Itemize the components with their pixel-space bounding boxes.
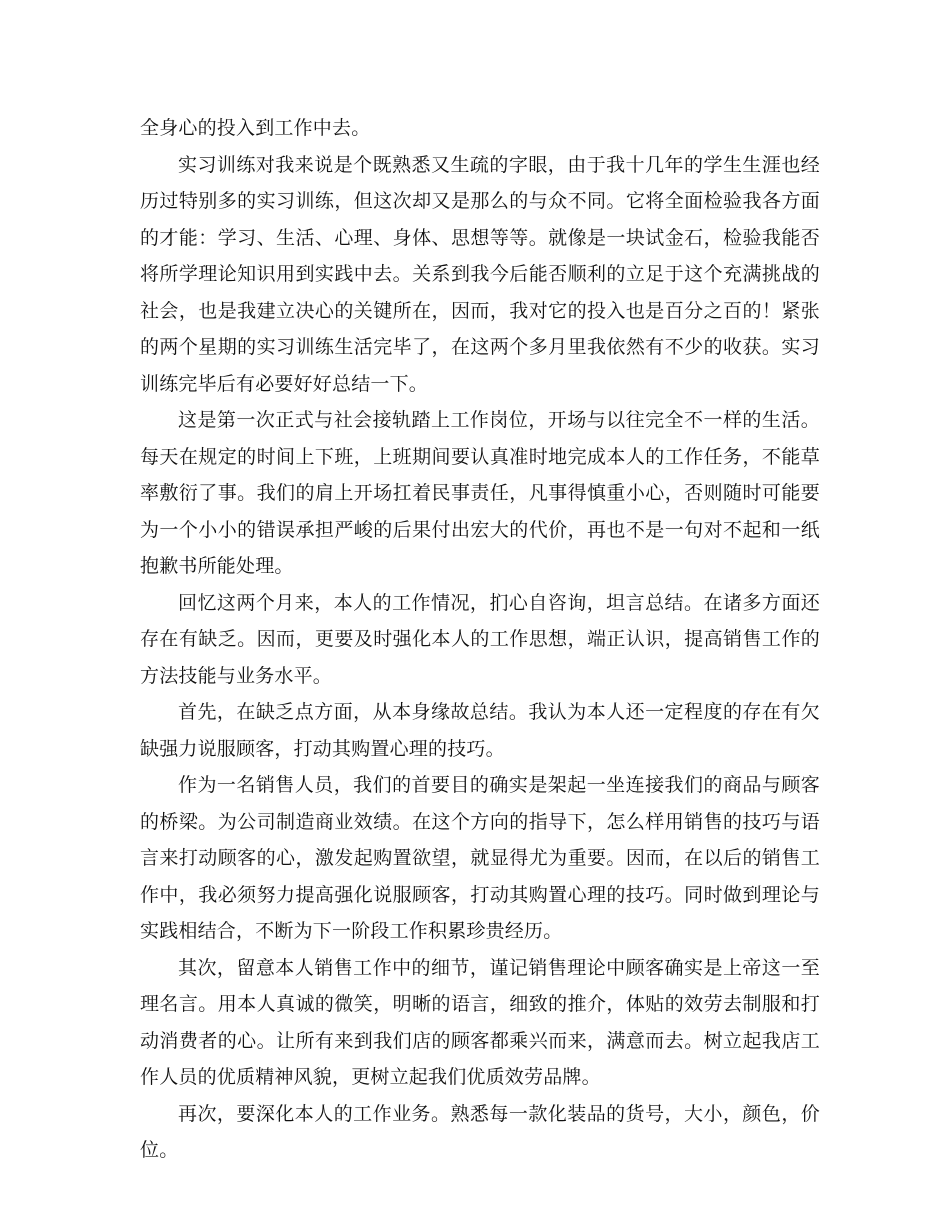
paragraph-3: 这是第一次正式与社会接轨踏上工作岗位，开场与以往完全不一样的生活。每天在规定的时间上下班，上班期间要认真准时地完成本人的工作任务，不能草率敷衍了事。我们的肩上开场扛着民事责任，凡事得慎重小心，否则随时可能要为一个小小的错误承担严峻的后果付出宏大的代价，再也不是一句对不起和一纸抱歉书所能处理。: [140, 409, 820, 577]
paragraph-4: 回忆这两个月来，本人的工作情况，扪心自咨询，坦言总结。在诸多方面还存在有缺乏。因而，更要及时强化本人的工作思想，端正认识，提高销售工作的方法技能与业务水平。: [140, 591, 820, 687]
paragraph-1: 全身心的投入到工作中去。: [140, 117, 371, 139]
paragraph-2: 实习训练对我来说是个既熟悉又生疏的字眼，由于我十几年的学生生涯也经历过特别多的实习训练，但这次却又是那么的与众不同。它将全面检验我各方面的才能：学习、生活、心理、身体、思想等等。就像是一块试金石，检验我能否将所学理论知识用到实践中去。关系到我今后能否顺利的立足于这个充满挑战的社会，也是我建立决心的关键所在，因而，我对它的投入也是百分之百的！紧张的两个星期的实习训练生活完毕了，在这两个多月里我依然有不少的收获。实习训练完毕后有必要好好总结一下。: [140, 153, 820, 395]
paragraph-7: 其次，留意本人销售工作中的细节，谨记销售理论中顾客确实是上帝这一至理名言。用本人真诚的微笑，明晰的语言，细致的推介，体贴的效劳去制服和打动消费者的心。让所有来到我们店的顾客都乘兴而来，满意而去。树立起我店工作人员的优质精神风貌，更树立起我们优质效劳品牌。: [140, 956, 820, 1088]
document-body: [140, 110, 820, 1169]
paragraph-6: 作为一名销售人员，我们的首要目的确实是架起一坐连接我们的商品与顾客的桥梁。为公司制造商业效绩。在这个方向的指导下，怎么样用销售的技巧与语言来打动顾客的心，激发起购置欲望，就显得尤为重要。因而，在以后的销售工作中，我必须努力提高强化说服顾客，打动其购置心理的技巧。同时做到理论与实践相结合，不断为下一阶段工作积累珍贵经历。: [140, 774, 820, 942]
paragraph-5: 首先，在缺乏点方面，从本身缘故总结。我认为本人还一定程度的存在有欠缺强力说服顾客，打动其购置心理的技巧。: [140, 701, 820, 760]
paragraph-8: 再次，要深化本人的工作业务。熟悉每一款化装品的货号，大小，颜色，价位。: [140, 1102, 820, 1161]
